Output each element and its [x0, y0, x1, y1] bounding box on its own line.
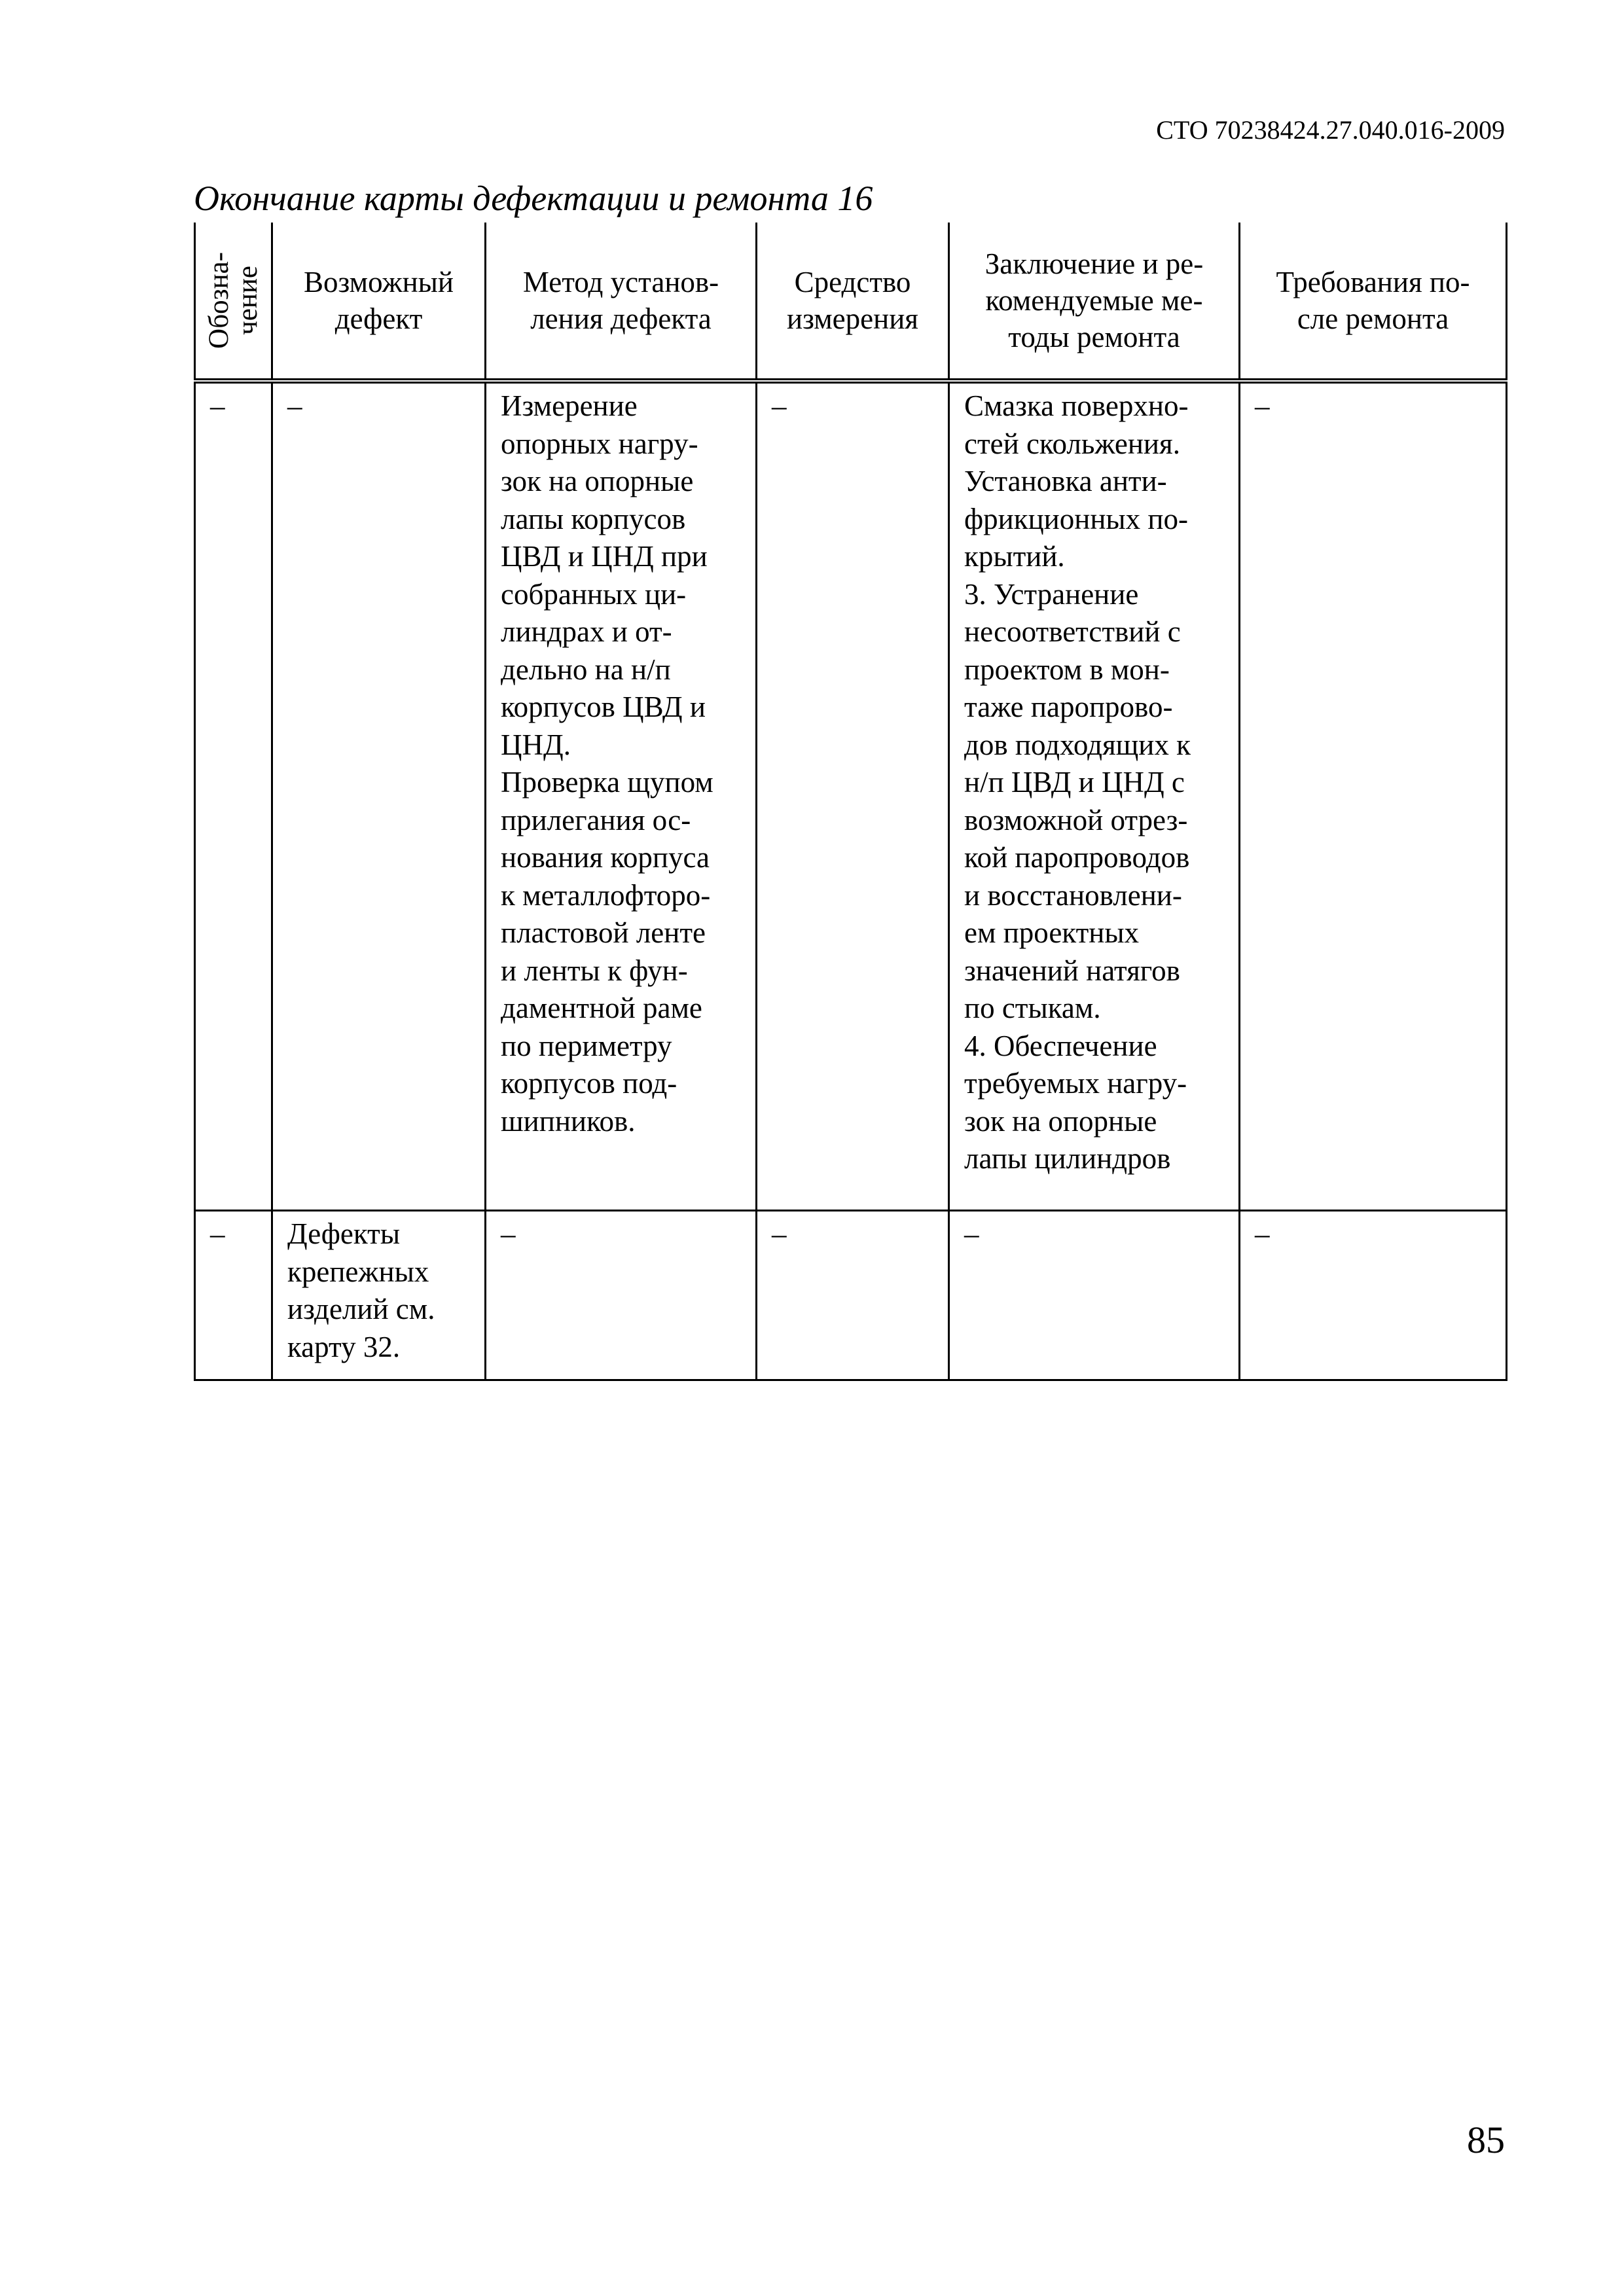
table-row [195, 1211, 1507, 1380]
cell-conclusion: – [949, 1211, 1240, 1380]
column-header-method: Метод установ- ления дефекта [486, 223, 757, 381]
column-header-conclusion: Заключение и ре- комендуемые ме- тоды ремонта [949, 223, 1240, 381]
column-header-instrument: Средство измерения [757, 223, 949, 381]
cell-designation: – [195, 381, 272, 1211]
document-code: СТО 70238424.27.040.016-2009 [1156, 115, 1505, 145]
cell-conclusion: Смазка поверхно- стей скольжения. Установка анти- фрикционных по- крытий. 3. Устранение несоответствий с проектом в мон- таже паропрово- дов подходящих к н/п ЦВД и ЦНД с возможной отрез- кой паропроводов и восстановлени- ем проектных значений натягов по стыкам. 4. Обеспечение требуемых нагру- зок на опорные лапы цилиндров [949, 381, 1240, 1211]
column-header-requirements: Требования по- сле ремонта [1240, 223, 1507, 381]
defect-repair-table [194, 223, 1507, 1381]
cell-designation: – [195, 1211, 272, 1380]
cell-method: Измерение опорных нагру- зок на опорные лапы корпусов ЦВД и ЦНД при собранных ци- линдрах и от- дельно на н/п корпусов ЦВД и ЦНД. Проверка щупом прилегания ос- нования корпуса к металлофторо- пластовой ленте и ленты к фун- даментной раме по периметру корпусов под- шипников. [486, 381, 757, 1211]
table-caption: Окончание карты дефектации и ремонта 16 [194, 179, 873, 218]
cell-defect: – [272, 381, 486, 1211]
column-header-designation-label: Обозна- чение [203, 252, 263, 349]
page-number: 85 [1467, 2119, 1505, 2161]
column-header-designation [195, 223, 272, 381]
table-header-row [195, 223, 1507, 381]
cell-method: – [486, 1211, 757, 1380]
cell-requirements: – [1240, 381, 1507, 1211]
cell-instrument: – [757, 1211, 949, 1380]
cell-requirements: – [1240, 1211, 1507, 1380]
cell-instrument: – [757, 381, 949, 1211]
table-row [195, 381, 1507, 1211]
column-header-defect: Возможный дефект [272, 223, 486, 381]
cell-defect: Дефекты крепежных изделий см. карту 32. [272, 1211, 486, 1380]
